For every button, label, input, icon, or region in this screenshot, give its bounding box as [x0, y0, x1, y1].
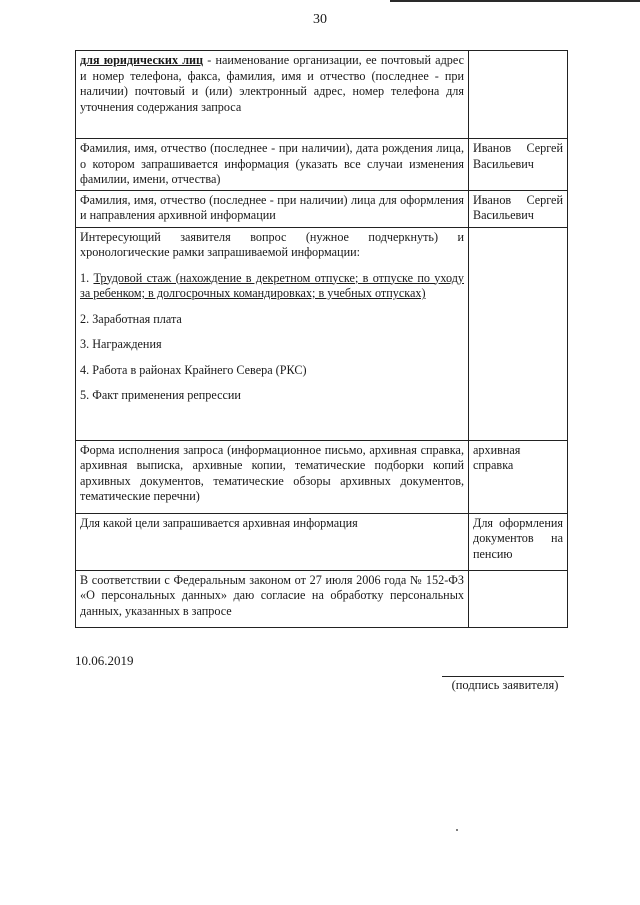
question-item-5-num: 5. — [80, 388, 90, 402]
form-of-execution-label: Форма исполнения запроса (информационное письмо, архивная справка, архивная выписка, архивные копии, тематические подборки копий архивных документов, тематические обзоры архивных документов, тематические перечни) — [76, 440, 469, 513]
question-item-2-text: Заработная плата — [92, 311, 182, 326]
question-item-3-text: Награждения — [92, 337, 162, 351]
consent-label: В соответствии с Федеральным законом от 27 июля 2006 года № 152-ФЗ «О персональных данных» даю согласие на обработку персональных данных, указанных в запросе — [76, 570, 469, 627]
scan-dot — [456, 829, 458, 831]
row-legal-entity — [76, 51, 568, 139]
request-form-table — [75, 50, 568, 628]
question-item-3 — [80, 337, 464, 353]
signature-caption: (подпись заявителя) — [451, 678, 559, 692]
purpose-answer: Для оформления документов на пенсию — [469, 513, 568, 570]
row-recipient — [76, 190, 568, 227]
question-answer — [469, 227, 568, 440]
recipient-answer: Иванов Сергей Васильевич — [469, 190, 568, 227]
question-intro: Интересующий заявителя вопрос (нужное подчеркнуть) и хронологические рамки запрашиваемой информации: — [80, 229, 464, 259]
question-item-3-num: 3. — [80, 337, 90, 351]
row-person — [76, 139, 568, 191]
form-of-execution-answer: архивная справка — [469, 440, 568, 513]
row-consent — [76, 570, 568, 627]
question-item-4-text: Работа в районах Крайнего Севера (РКС) — [92, 362, 307, 377]
question-item-1-num: 1. — [80, 270, 90, 285]
question-item-4 — [80, 363, 464, 379]
legal-entity-label — [76, 51, 469, 139]
page-number: 30 — [313, 12, 327, 27]
top-edge-line — [390, 0, 640, 2]
legal-entity-answer — [469, 51, 568, 139]
application-date: 10.06.2019 — [75, 653, 134, 668]
legal-entity-heading: для юридических лиц — [80, 53, 204, 67]
question-item-1 — [80, 271, 464, 302]
person-label: Фамилия, имя, отчество (последнее - при наличии), дата рождения лица, о котором запрашивается информация (указать все случаи изменения фамилии, имени, отчества) — [76, 139, 469, 191]
question-cell — [76, 227, 469, 440]
question-item-5-text: Факт применения репрессии — [92, 388, 241, 402]
row-question — [76, 227, 568, 440]
consent-answer — [469, 570, 568, 627]
signature-line — [442, 676, 564, 677]
legal-entity-description: - наименование организации, ее почтовый адрес и номер телефона, факса, фамилия, имя и отчество (последнее - при наличии) почтовый и (или) электронный адрес, номер телефона для уточнения содержания запроса — [80, 53, 464, 114]
purpose-label: Для какой цели запрашивается архивная информация — [76, 513, 469, 570]
row-form-of-execution — [76, 440, 568, 513]
question-item-4-num: 4. — [80, 362, 90, 377]
question-item-5 — [80, 388, 464, 404]
row-purpose — [76, 513, 568, 570]
question-item-2 — [80, 312, 464, 328]
person-answer: Иванов Сергей Васильевич — [469, 139, 568, 191]
question-item-1-text: Трудовой стаж (нахождение в декретном отпуске; в отпуске по уходу за ребенком; в долгосрочных командировках; в учебных отпусках) — [80, 270, 465, 300]
recipient-label: Фамилия, имя, отчество (последнее - при наличии) лица для оформления и направления архивной информации — [76, 190, 469, 227]
question-item-2-num: 2. — [80, 311, 90, 326]
